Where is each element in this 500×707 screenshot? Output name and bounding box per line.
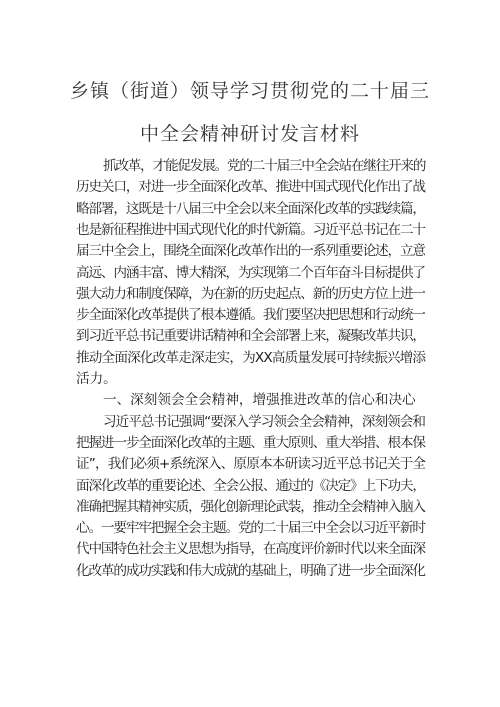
body-line: 高远、内涵丰富、博大精深，为实现第二个百年奋斗目标提供了 [76, 264, 425, 281]
body-line: 历史关口，对进一步全面深化改革、推进中国式现代化作出了战 [76, 179, 425, 196]
body-line: 习近平总书记强调“要深入学习领会全会精神，深刻领会和 [103, 413, 426, 430]
body-line: 略部署，这既是十八届三中全会以来全面深化改革的实践续篇， [76, 200, 425, 217]
body-line: 代中国特色社会主义思想为指导，在高度评价新时代以来全面深 [76, 541, 425, 558]
body-line: 化改革的成功实践和伟大成就的基础上，明确了进一步全面深化 [76, 562, 425, 579]
body-line: 强大动力和制度保障，为在新的历史起点、新的历史方位上进一 [76, 285, 425, 302]
document-title-line-2: 中全会精神研讨发言材料 [139, 123, 360, 145]
body-line: 到习近平总书记重要讲话精神和全会部署上来，凝聚改革共识， [76, 328, 425, 345]
body-line: 步全面深化改革提供了根本遵循。我们要坚决把思想和行动统一 [76, 307, 425, 324]
document-title-line-1: 乡镇（街道）领导学习贯彻党的二十届三 [69, 80, 430, 102]
body-line: 活力。 [76, 371, 117, 387]
body-line: 证”，我们必须+系统深入、原原本本研读习近平总书记关于全 [76, 456, 426, 473]
body-line: 抓改革，才能促发展。党的二十届三中全会站在继往开来的 [103, 158, 426, 174]
body-line: 心。一要牢牢把握全会主题。党的二十届三中全会以习近平新时 [76, 520, 425, 537]
body-line: 届三中全会上，围绕全面深化改革作出的一系列重要论述，立意 [76, 243, 425, 260]
body-line: 准确把握其精神实质，强化创新理论武装，推动全会精神入脑入 [76, 498, 425, 515]
body-line: 面深化改革的重要论述、全会公报、通过的《决定》上下功夫， [76, 477, 425, 494]
body-line: 把握进一步全面深化改革的主题、重大原则、重大举措、根本保 [76, 434, 425, 451]
body-line: 也是新征程推进中国式现代化的时代新篇。习近平总书记在二十 [76, 221, 425, 238]
body-line: 推动全面深化改革走深走实，为XX高质量发展可持续振兴增添 [76, 349, 426, 366]
section-heading: 一、深刻领会全会精神，增强推进改革的信心和决心 [103, 392, 416, 409]
